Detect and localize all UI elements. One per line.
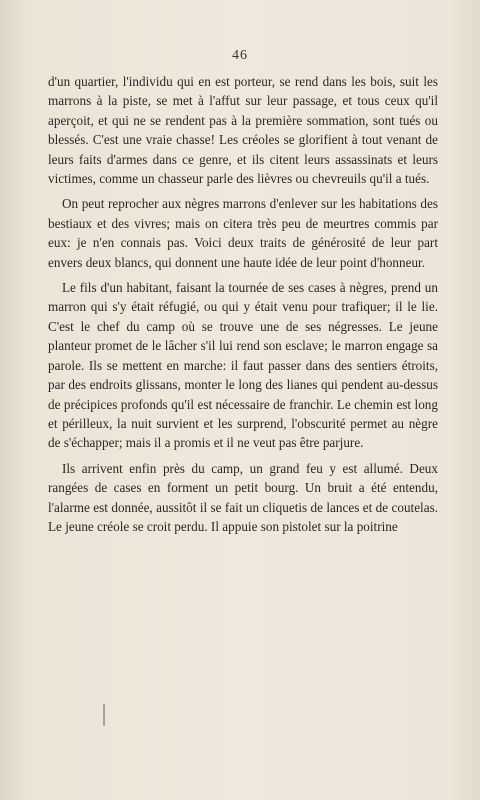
body-text <box>48 72 438 542</box>
paragraph-3: Le fils d'un habitant, faisant la tournée de ses cases à nègres, prend un marron qui s'y était réfugié, ou qui y était venu pour trafiquer; il le lie. C'est le chef du camp où se trouve une de ses négresses. Le jeune planteur promet de le lâcher s'il lui rend son esclave; le marron engage sa parole. Ils se mettent en marche: il faut passer dans des sentiers étroits, par des endroits glissans, monter le long des lianes qui pendent au-dessus de précipices profonds qu'il est nécessaire de franchir. Le chemin est long et périlleux, la nuit survient et les surprend, l'obscurité permet au nègre de s'échapper; mais il a promis et il ne veut pas être parjure. <box>48 280 438 451</box>
paragraph-1: d'un quartier, l'individu qui en est porteur, se rend dans les bois, suit les marrons à la piste, se met à l'affut sur leur passage, et tous ceux qu'il aperçoit, et qui ne se rendent pas à la première sommation, sont tués ou blessés. C'est une vraie chasse! Les créoles se glorifient à tout venant de leurs faits d'armes dans ce genre, et ils citent leurs assassinats et leurs victimes, comme un chasseur parle des lièvres ou chevreuils qu'il a tués. <box>48 74 438 187</box>
paragraph-2: On peut reprocher aux nègres marrons d'enlever sur les habitations des bestiaux et des vivres; mais on citera très peu de meurtres commis par eux: je n'en connais pas. Voici deux traits de générosité de leur part envers deux blancs, qui donnent une haute idée de leur point d'honneur. <box>48 196 438 270</box>
page-number: 46 <box>232 48 248 63</box>
margin-pencil-mark <box>103 704 105 726</box>
paragraph-4: Ils arrivent enfin près du camp, un grand feu y est allumé. Deux rangées de cases en forment un petit bourg. Un bruit a été entendu, l'alarme est donnée, aussitôt il se fait un cliquetis de lances et de coutelas. Le jeune créole se croit perdu. Il appuie son pistolet sur la poitrine <box>48 460 438 534</box>
